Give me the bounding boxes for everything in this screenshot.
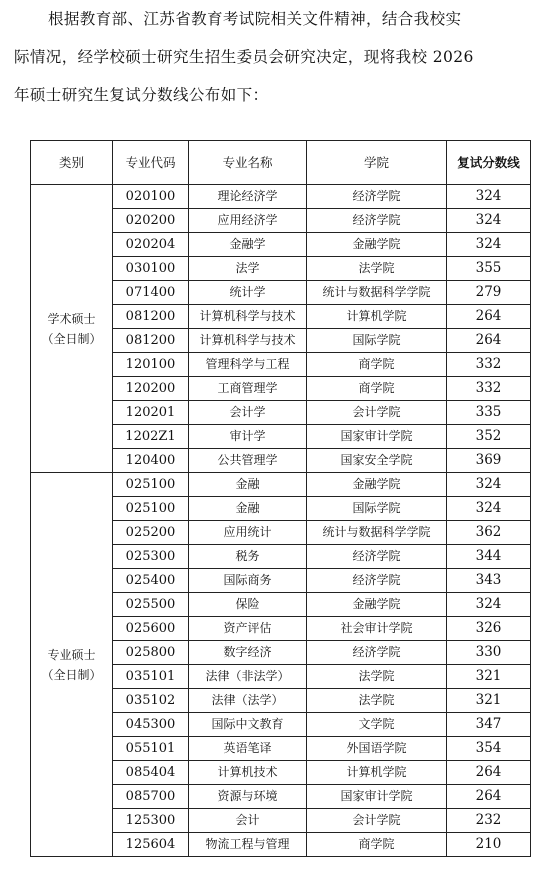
major-name-cell: 计算机技术 <box>189 761 307 785</box>
category-cell <box>31 473 113 857</box>
major-code-cell: 025800 <box>113 641 189 665</box>
major-name-cell: 计算机科学与技术 <box>189 329 307 353</box>
college-cell: 商学院 <box>307 353 447 377</box>
major-code-cell: 025300 <box>113 545 189 569</box>
header-major: 专业名称 <box>189 141 307 185</box>
category-label: 学术硕士 <box>47 311 96 326</box>
major-code-cell: 035102 <box>113 689 189 713</box>
major-code-cell: 085700 <box>113 785 189 809</box>
score-cell: 332 <box>447 377 531 401</box>
major-code-cell: 035101 <box>113 665 189 689</box>
college-cell: 外国语学院 <box>307 737 447 761</box>
score-cell: 335 <box>447 401 531 425</box>
major-name-cell: 保险 <box>189 593 307 617</box>
header-score: 复试分数线 <box>447 141 531 185</box>
table-row <box>31 185 531 209</box>
college-cell: 国家安全学院 <box>307 449 447 473</box>
college-cell: 国家审计学院 <box>307 785 447 809</box>
major-name-cell: 统计学 <box>189 281 307 305</box>
header-category: 类别 <box>31 141 113 185</box>
table-row <box>31 473 531 497</box>
major-name-cell: 金融 <box>189 473 307 497</box>
major-name-cell: 会计 <box>189 809 307 833</box>
college-cell: 国家审计学院 <box>307 425 447 449</box>
major-name-cell: 金融学 <box>189 233 307 257</box>
major-code-cell: 045300 <box>113 713 189 737</box>
major-code-cell: 120201 <box>113 401 189 425</box>
college-cell: 商学院 <box>307 377 447 401</box>
college-cell: 经济学院 <box>307 641 447 665</box>
intro-line-1: 根据教育部、江苏省教育考试院相关文件精神，结合我校实 <box>48 10 462 28</box>
intro-line-2: 际情况，经学校硕士研究生招生委员会研究决定，现将我校 2026 <box>14 48 474 66</box>
category-sublabel: （全日制） <box>41 667 102 682</box>
score-cell: 264 <box>447 305 531 329</box>
major-name-cell: 国际商务 <box>189 569 307 593</box>
college-cell: 经济学院 <box>307 209 447 233</box>
intro-paragraph <box>14 0 546 138</box>
major-code-cell: 025100 <box>113 497 189 521</box>
score-cell: 330 <box>447 641 531 665</box>
table-body <box>31 185 531 857</box>
major-code-cell: 125300 <box>113 809 189 833</box>
major-name-cell: 法学 <box>189 257 307 281</box>
score-cell: 324 <box>447 233 531 257</box>
score-cell: 321 <box>447 689 531 713</box>
major-code-cell: 025200 <box>113 521 189 545</box>
score-cell: 324 <box>447 497 531 521</box>
major-name-cell: 英语笔译 <box>189 737 307 761</box>
score-cell: 362 <box>447 521 531 545</box>
major-name-cell: 工商管理学 <box>189 377 307 401</box>
college-cell: 经济学院 <box>307 185 447 209</box>
intro-line-3: 年硕士研究生复试分数线公布如下： <box>14 86 269 104</box>
major-name-cell: 税务 <box>189 545 307 569</box>
score-table <box>30 140 531 857</box>
header-college: 学院 <box>307 141 447 185</box>
score-cell: 279 <box>447 281 531 305</box>
major-name-cell: 资产评估 <box>189 617 307 641</box>
college-cell: 统计与数据科学学院 <box>307 281 447 305</box>
score-cell: 343 <box>447 569 531 593</box>
college-cell: 国际学院 <box>307 329 447 353</box>
score-cell: 355 <box>447 257 531 281</box>
major-name-cell: 法律（非法学） <box>189 665 307 689</box>
college-cell: 法学院 <box>307 257 447 281</box>
major-name-cell: 公共管理学 <box>189 449 307 473</box>
category-cell <box>31 185 113 473</box>
major-code-cell: 081200 <box>113 329 189 353</box>
major-name-cell: 金融 <box>189 497 307 521</box>
major-code-cell: 120400 <box>113 449 189 473</box>
score-cell: 324 <box>447 209 531 233</box>
score-cell: 324 <box>447 473 531 497</box>
college-cell: 金融学院 <box>307 593 447 617</box>
major-code-cell: 030100 <box>113 257 189 281</box>
score-cell: 324 <box>447 185 531 209</box>
college-cell: 法学院 <box>307 665 447 689</box>
score-cell: 210 <box>447 833 531 857</box>
header-code: 专业代码 <box>113 141 189 185</box>
score-cell: 321 <box>447 665 531 689</box>
major-code-cell: 1202Z1 <box>113 425 189 449</box>
college-cell: 会计学院 <box>307 809 447 833</box>
college-cell: 经济学院 <box>307 569 447 593</box>
major-name-cell: 计算机科学与技术 <box>189 305 307 329</box>
score-cell: 264 <box>447 329 531 353</box>
major-name-cell: 应用经济学 <box>189 209 307 233</box>
college-cell: 文学院 <box>307 713 447 737</box>
major-code-cell: 120200 <box>113 377 189 401</box>
major-name-cell: 应用统计 <box>189 521 307 545</box>
major-code-cell: 025600 <box>113 617 189 641</box>
college-cell: 计算机学院 <box>307 305 447 329</box>
college-cell: 国际学院 <box>307 497 447 521</box>
college-cell: 经济学院 <box>307 545 447 569</box>
score-cell: 352 <box>447 425 531 449</box>
category-label: 专业硕士 <box>47 647 96 662</box>
score-cell: 369 <box>447 449 531 473</box>
major-code-cell: 025500 <box>113 593 189 617</box>
college-cell: 法学院 <box>307 689 447 713</box>
major-code-cell: 081200 <box>113 305 189 329</box>
score-cell: 332 <box>447 353 531 377</box>
major-name-cell: 审计学 <box>189 425 307 449</box>
major-name-cell: 理论经济学 <box>189 185 307 209</box>
major-code-cell: 085404 <box>113 761 189 785</box>
college-cell: 统计与数据科学学院 <box>307 521 447 545</box>
major-code-cell: 125604 <box>113 833 189 857</box>
major-name-cell: 数字经济 <box>189 641 307 665</box>
major-code-cell: 071400 <box>113 281 189 305</box>
major-code-cell: 120100 <box>113 353 189 377</box>
college-cell: 会计学院 <box>307 401 447 425</box>
category-sublabel: （全日制） <box>41 331 102 346</box>
score-cell: 232 <box>447 809 531 833</box>
major-code-cell: 020200 <box>113 209 189 233</box>
score-cell: 347 <box>447 713 531 737</box>
major-name-cell: 物流工程与管理 <box>189 833 307 857</box>
major-name-cell: 法律（法学） <box>189 689 307 713</box>
score-cell: 326 <box>447 617 531 641</box>
major-name-cell: 国际中文教育 <box>189 713 307 737</box>
major-code-cell: 020100 <box>113 185 189 209</box>
score-cell: 354 <box>447 737 531 761</box>
major-name-cell: 会计学 <box>189 401 307 425</box>
major-name-cell: 管理科学与工程 <box>189 353 307 377</box>
table-header-row <box>31 141 531 185</box>
major-code-cell: 055101 <box>113 737 189 761</box>
score-cell: 324 <box>447 593 531 617</box>
college-cell: 金融学院 <box>307 233 447 257</box>
score-cell: 264 <box>447 785 531 809</box>
major-code-cell: 025100 <box>113 473 189 497</box>
college-cell: 商学院 <box>307 833 447 857</box>
score-cell: 344 <box>447 545 531 569</box>
college-cell: 社会审计学院 <box>307 617 447 641</box>
college-cell: 金融学院 <box>307 473 447 497</box>
major-code-cell: 025400 <box>113 569 189 593</box>
major-name-cell: 资源与环境 <box>189 785 307 809</box>
college-cell: 计算机学院 <box>307 761 447 785</box>
score-cell: 264 <box>447 761 531 785</box>
major-code-cell: 020204 <box>113 233 189 257</box>
